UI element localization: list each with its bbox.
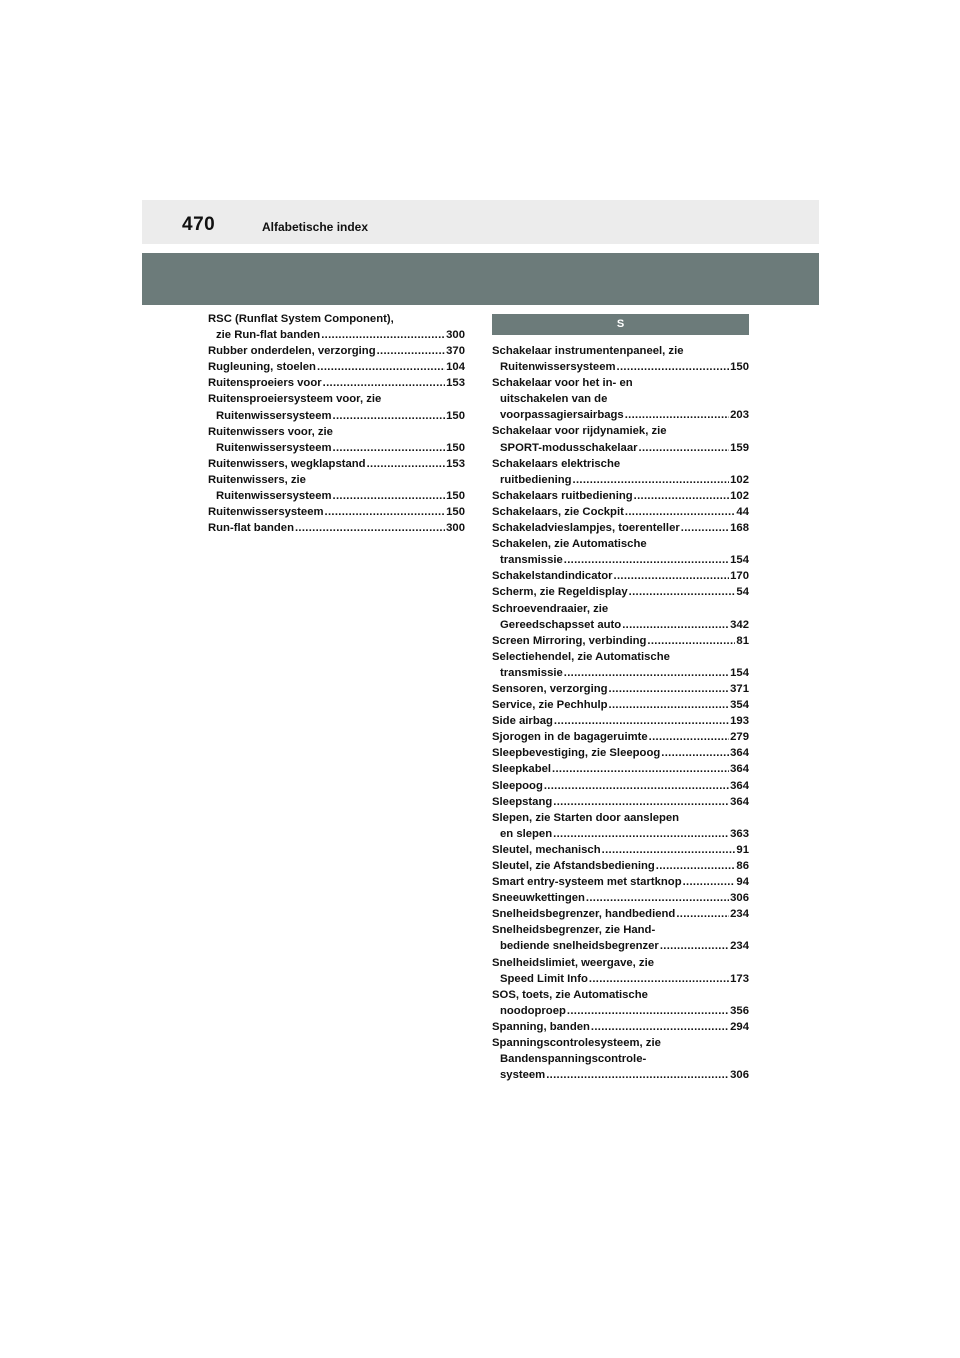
dot-leader [553,826,729,842]
index-entry [492,842,749,858]
index-entry [492,697,749,713]
entry-page-number: 170 [730,570,749,583]
entry-text: Sneeuwkettingen [492,892,585,905]
dot-leader [295,520,445,536]
entry-page-number: 44 [736,505,749,518]
entry-page-number: 159 [730,441,749,454]
entry-text: uitschakelen van de [500,393,608,406]
entry-text: Ruitensproeiers voor [208,377,322,390]
entry-page-number: 150 [446,506,465,519]
entry-page-number: 234 [730,908,749,921]
dot-leader [660,938,729,954]
entry-text: Schroevendraaier, zie [492,602,609,615]
entry-page-number: 306 [730,892,749,905]
entry-page-number: 279 [730,731,749,744]
dot-leader [333,440,446,456]
entry-page-number: 153 [446,377,465,390]
entry-page-number: 364 [730,779,749,792]
entry-page-number: 364 [730,763,749,776]
index-entry [492,568,749,584]
index-entry [492,778,749,794]
entry-text: Ruitenwissers, zie [208,473,306,486]
index-entry [208,520,465,536]
entry-text: Schakelstandindicator [492,570,613,583]
dot-leader [649,729,729,745]
entry-text: systeem [500,1069,546,1082]
entry-text: Sleutel, mechanisch [492,843,601,856]
index-entry [492,649,749,681]
dot-leader [544,778,729,794]
entry-page-number: 104 [446,361,465,374]
index-entry [492,729,749,745]
dot-leader [546,1067,729,1083]
dot-leader [554,713,729,729]
index-entry [492,955,749,987]
entry-page-number: 86 [736,860,749,872]
index-entry [492,713,749,729]
dot-leader [333,408,446,424]
entry-text: Schakelaars, zie Cockpit [492,505,624,518]
index-entry [492,488,749,504]
entry-page-number: 154 [730,554,749,567]
entry-text: Sleepbevestiging, zie Sleepoog [492,747,661,760]
index-entry [208,504,465,520]
dot-leader [573,472,730,488]
index-entry [492,922,749,954]
entry-text: transmissie [500,554,563,567]
entry-text: Rubber onderdelen, verzorging [208,345,376,358]
entry-text: Screen Mirroring, verbinding [492,634,647,647]
index-entry [492,375,749,423]
entry-page-number: 54 [736,586,749,599]
index-entry [492,794,749,810]
entry-page-number: 102 [730,473,749,486]
entry-text: Ruitenwissersysteem [216,409,332,422]
entry-page-number: 150 [446,441,465,454]
entry-text: zie Run-flat banden [216,329,321,342]
dot-leader [661,745,729,761]
entry-text: transmissie [500,666,563,679]
entry-text: voorpassagiersairbags [500,409,624,422]
entry-text: Sjorogen in de bagageruimte [492,731,648,744]
dot-leader [656,858,736,874]
entry-page-number: 91 [736,843,749,856]
entry-text: en slepen [500,827,553,840]
entry-text: Schakelaars ruitbediening [492,489,633,502]
dot-leader [634,488,730,504]
entry-text: Ruitenwissers voor, zie [208,425,333,438]
index-entry [492,633,749,649]
entry-text: Ruitenwissers, wegklapstand [208,457,366,470]
dot-leader [325,504,446,520]
index-column-right [492,343,749,1083]
entry-page-number: 154 [730,666,749,679]
entry-text: Snelheidsbegrenzer, handbediend [492,908,676,921]
index-entry [492,584,749,600]
entry-page-number: 300 [446,329,465,342]
index-entry [492,745,749,761]
dot-leader [614,568,730,584]
entry-text: Ruitenwissersysteem [216,441,332,454]
dot-leader [564,552,729,568]
index-entry [492,520,749,536]
index-entry [208,391,465,423]
entry-page-number: 153 [446,457,465,470]
index-entry [492,890,749,906]
entry-page-number: 363 [730,827,749,840]
dot-leader [323,375,446,391]
index-entry [492,1019,749,1035]
entry-page-number: 150 [446,409,465,422]
entry-page-number: 354 [730,699,749,712]
dot-leader [609,681,730,697]
entry-text: Selectiehendel, zie Automatische [492,650,670,663]
entry-text: SPORT-modusschakelaar [500,441,638,454]
entry-text: Sleepoog [492,779,543,792]
index-entry [492,874,749,890]
entry-page-number: 364 [730,747,749,760]
entry-page-number: 150 [446,490,465,503]
dot-leader [552,761,729,777]
dot-leader [586,890,729,906]
entry-text: Schakelaar voor het in- en [492,377,633,390]
index-entry [492,810,749,842]
entry-text: Ruitenwissersysteem [216,490,332,503]
index-entry [492,601,749,633]
index-entry [492,681,749,697]
entry-text: Scherm, zie Regeldisplay [492,586,628,599]
entry-text: SOS, toets, zie Automatische [492,988,648,1001]
index-entry [492,1035,749,1083]
dot-leader [564,665,729,681]
section-title: Alfabetische index [262,220,369,234]
dot-leader [553,794,729,810]
index-entry [208,343,465,359]
index-column-left [208,311,465,536]
dot-leader [625,407,729,423]
dot-leader [321,327,445,343]
entry-text: Rugleuning, stoelen [208,361,316,374]
entry-page-number: 356 [730,1004,749,1017]
index-entry [492,423,749,455]
header-band [142,200,819,244]
entry-text: Schakelaar voor rijdynamiek, zie [492,425,667,438]
dot-leader [333,488,446,504]
index-entry [492,456,749,488]
entry-text: Schakeladvieslampjes, toerenteller [492,522,680,535]
entry-text: Sensoren, verzorging [492,682,608,695]
index-entry [492,761,749,777]
index-entry [492,343,749,375]
index-entry [492,906,749,922]
dot-leader [629,584,736,600]
entry-text: Ruitenwissersysteem [208,506,324,519]
entry-page-number: 300 [446,522,465,535]
entry-text: Ruitensproeiersysteem voor, zie [208,393,382,406]
index-entry [208,472,465,504]
entry-page-number: 81 [736,634,749,647]
dot-leader [676,906,729,922]
entry-page-number: 94 [736,876,749,889]
dot-leader [683,874,736,890]
title-bar [142,253,819,305]
dot-leader [377,343,446,359]
entry-text: Speed Limit Info [500,972,588,985]
dot-leader [622,617,729,633]
entry-text: Bandenspanningscontrole- [500,1053,647,1066]
entry-text: Schakelaars elektrische [492,457,621,470]
entry-page-number: 193 [730,715,749,728]
index-entry [492,987,749,1019]
entry-page-number: 150 [730,361,749,374]
entry-text: Spanningscontrolesysteem, zie [492,1037,661,1050]
entry-page-number: 342 [730,618,749,631]
index-entry [492,858,749,874]
entry-text: Snelheidsbegrenzer, zie Hand- [492,924,656,937]
dot-leader [567,1003,729,1019]
dot-leader [591,1019,729,1035]
entry-text: Schakelen, zie Automatische [492,538,647,551]
entry-text: Sleepkabel [492,763,552,776]
dot-leader [617,359,730,375]
dot-leader [367,456,446,472]
dot-leader [681,520,729,536]
page-number: 470 [182,214,216,235]
entry-text: Service, zie Pechhulp [492,699,608,712]
entry-page-number: 234 [730,940,749,953]
entry-text: noodoproep [500,1004,566,1017]
entry-text: Snelheidslimiet, weergave, zie [492,956,654,969]
entry-text: bediende snelheidsbegrenzer [500,940,659,953]
entry-text: Spanning, banden [492,1020,590,1033]
entry-text: Side airbag [492,715,553,728]
entry-text: RSC (Runflat System Component), [208,313,394,325]
index-entry [208,424,465,456]
index-entry [492,536,749,568]
index-entry [208,456,465,472]
entry-page-number: 370 [446,345,465,358]
entry-text: Ruitenwissersysteem [500,361,616,374]
entry-page-number: 306 [730,1069,749,1082]
entry-page-number: 294 [730,1020,749,1033]
dot-leader [625,504,736,520]
index-entry [208,311,465,343]
entry-page-number: 168 [730,522,749,535]
entry-text: Gereedschapsset auto [500,618,622,631]
dot-leader [602,842,736,858]
entry-text: Run-flat banden [208,522,294,535]
letter-heading: S [492,314,749,335]
entry-page-number: 203 [730,409,749,422]
entry-page-number: 173 [730,972,749,985]
entry-text: Slepen, zie Starten door aanslepen [492,811,680,824]
entry-text: ruitbediening [500,473,572,486]
entry-page-number: 364 [730,795,749,808]
dot-leader [589,971,729,987]
dot-leader [609,697,730,713]
entry-page-number: 102 [730,489,749,502]
entry-text: Smart entry-systeem met startknop [492,876,682,889]
entry-text: Schakelaar instrumentenpaneel, zie [492,345,684,357]
index-entry [208,359,465,375]
dot-leader [639,440,730,456]
index-entry [208,375,465,391]
index-entry [492,504,749,520]
dot-leader [317,359,445,375]
entry-page-number: 371 [730,682,749,695]
dot-leader [647,633,735,649]
entry-text: Sleepstang [492,795,553,808]
entry-text: Sleutel, zie Afstandsbediening [492,860,655,872]
